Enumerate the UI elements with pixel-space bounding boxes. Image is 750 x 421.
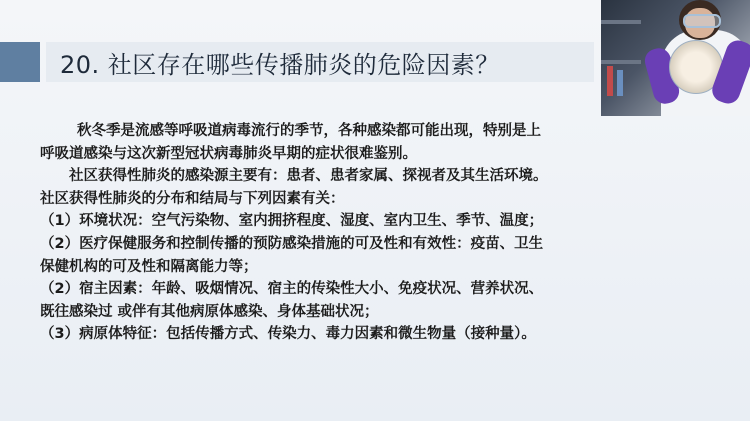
paragraph-line: 社区获得性肺炎的感染源主要有：患者、患者家属、探视者及其生活环境。 [69,168,548,185]
list-item: （2）医疗保健服务和控制传播的预防感染措施的可及性和有效性：疫苗、卫生 [40,235,544,252]
list-item: （3）病原体特征：包括传播方式、传染力、毒力因素和微生物量（接种量）。 [40,326,536,343]
list-item: （2）宿主因素：年龄、吸烟情况、宿主的传染性大小、免疫状况、营养状况、 [40,281,544,298]
paragraph-line: 社区获得性肺炎的分布和结局与下列因素有关： [40,190,345,207]
paragraph-line: 秋冬季是流感等呼吸道病毒流行的季节，各种感染都可能出现，特别是上 [77,123,541,139]
shelf [601,60,641,64]
page-title: 20. 社区存在哪些传播肺炎的危险因素？ [60,50,500,79]
test-tube [617,70,623,96]
list-item-continuation: 保健机构的可及性和隔离能力等； [40,258,258,275]
paragraph-line: 呼吸道感染与这次新型冠状病毒肺炎早期的症状很难鉴别。 [40,145,417,162]
body-text [40,120,600,346]
shelf [601,20,641,24]
title-box [46,42,594,82]
list-item: （1）环境状况：空气污染物、室内拥挤程度、湿度、室内卫生、季节、温度； [40,213,544,230]
goggles [683,14,721,28]
lab-scientist-photo [601,0,750,116]
test-tube [607,66,613,96]
title-accent-bar [0,42,40,82]
list-item-continuation: 既往感染过 或伴有其他病原体感染、身体基础状况； [40,303,379,320]
